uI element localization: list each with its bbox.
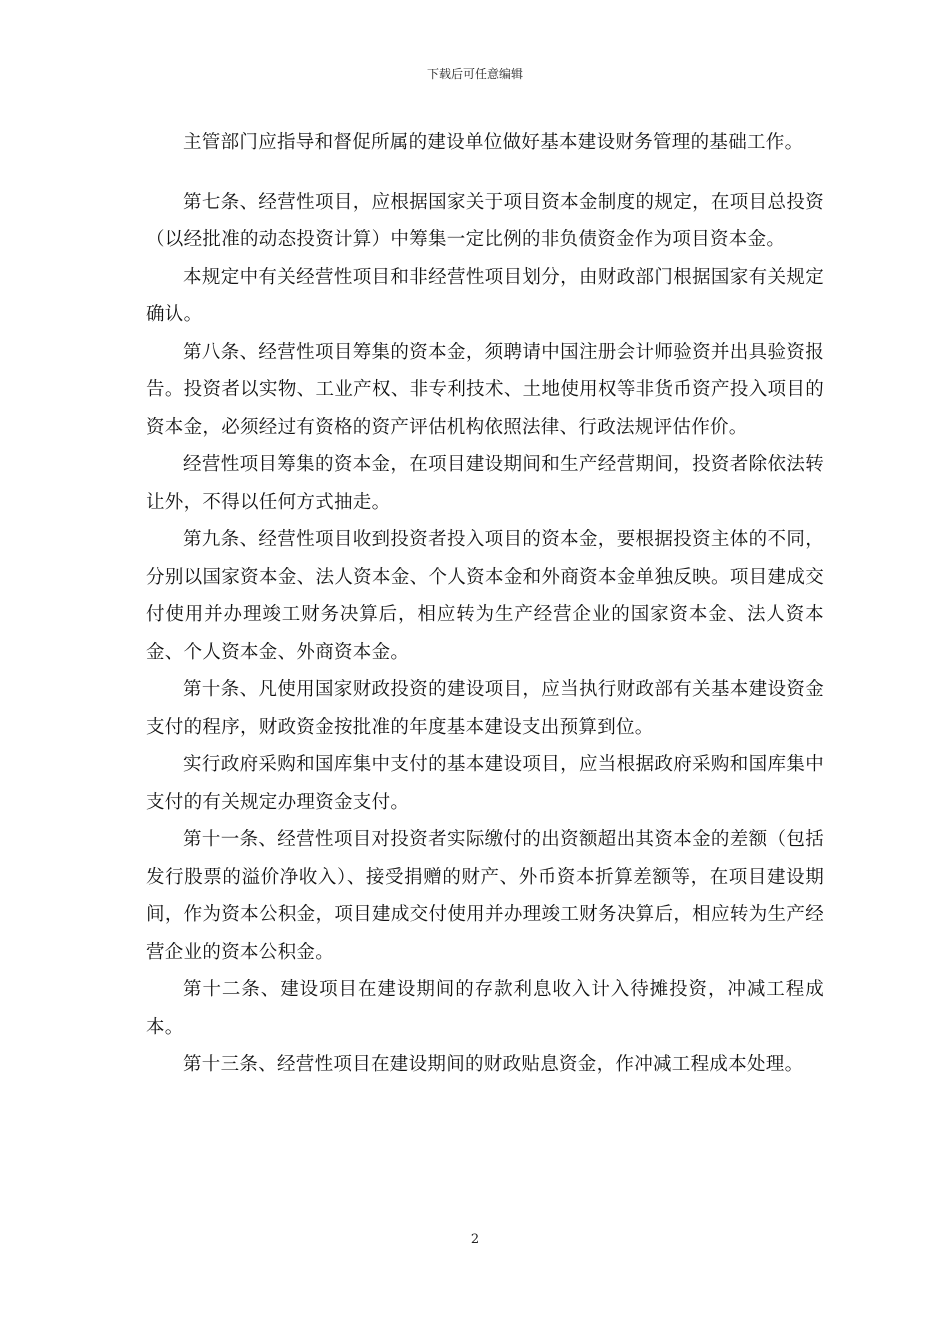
paragraph-article-7: 第七条、经营性项目，应根据国家关于项目资本金制度的规定，在项目总投资（以经批准的动态投资计算）中筹集一定比例的非负债资金作为项目资本金。 [146, 191, 824, 250]
paragraph-article-12: 第十二条、建设项目在建设期间的存款利息收入计入待摊投资，冲减工程成本。 [146, 979, 824, 1038]
paragraph-article-11: 第十一条、经营性项目对投资者实际缴付的出资额超出其资本金的差额（包括发行股票的溢价净收入）、接受捐赠的财产、外币资本折算差额等，在项目建设期间，作为资本公积金，项目建成交付使用并办理竣工财务决算后，相应转为生产经营企业的资本公积金。 [146, 829, 824, 963]
paragraph-capital-withdrawal: 经营性项目筹集的资本金，在项目建设期间和生产经营期间，投资者除依法转让外，不得以任何方式抽走。 [146, 454, 824, 513]
paragraph-project-classification: 本规定中有关经营性项目和非经营性项目划分，由财政部门根据国家有关规定确认。 [146, 266, 824, 325]
document-body [146, 124, 824, 1084]
paragraph-article-10: 第十条、凡使用国家财政投资的建设项目，应当执行财政部有关基本建设资金支付的程序，财政资金按批准的年度基本建设支出预算到位。 [146, 679, 824, 738]
paragraph-article-8: 第八条、经营性项目筹集的资本金，须聘请中国注册会计师验资并出具验资报告。投资者以实物、工业产权、非专利技术、土地使用权等非货币资产投入项目的资本金，必须经过有资格的资产评估机构依照法律、行政法规评估作价。 [146, 341, 824, 438]
page-header: 下载后可任意编辑 [426, 67, 523, 81]
paragraph-basic-management: 主管部门应指导和督促所属的建设单位做好基本建设财务管理的基础工作。 [183, 132, 804, 153]
page-number: 2 [470, 1232, 480, 1247]
paragraph-government-procurement: 实行政府采购和国库集中支付的基本建设项目，应当根据政府采购和国库集中支付的有关规定办理资金支付。 [146, 754, 824, 813]
paragraph-article-13: 第十三条、经营性项目在建设期间的财政贴息资金，作冲减工程成本处理。 [183, 1054, 804, 1075]
paragraph-article-9: 第九条、经营性项目收到投资者投入项目的资本金，要根据投资主体的不同，分别以国家资本金、法人资本金、个人资本金和外商资本金单独反映。项目建成交付使用并办理竣工财务决算后，相应转为生产经营企业的国家资本金、法人资本金、个人资本金、外商资本金。 [146, 529, 824, 663]
